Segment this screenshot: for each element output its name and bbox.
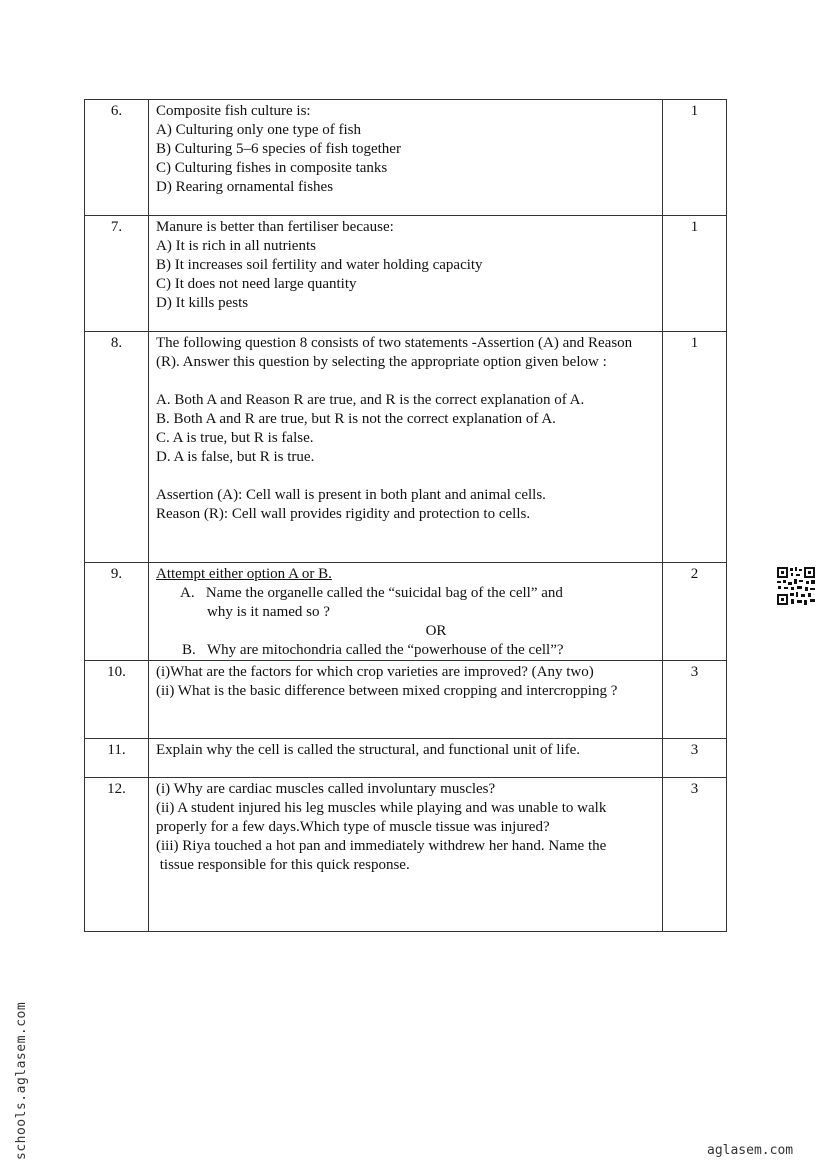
question-part-2: (ii) What is the basic difference between mixed cropping and intercropping ?: [156, 683, 618, 699]
option-a: [156, 584, 656, 603]
question-marks: 1: [663, 216, 727, 332]
question-part-2: (ii) A student injured his leg muscles while playing and was unable to walk properly for a few days.Which type of muscle tissue was injured?: [156, 800, 607, 835]
option-a: A) It is rich in all nutrients: [156, 238, 316, 254]
spacer: [156, 467, 656, 486]
option-d: D) Rearing ornamental fishes: [156, 179, 334, 195]
question-text: Composite fish culture is:: [156, 103, 311, 119]
option-c: C) Culturing fishes in composite tanks: [156, 160, 388, 176]
footer-watermark: aglasem.com: [707, 1143, 794, 1158]
question-row-10: [85, 661, 727, 739]
option-d: D) It kills pests: [156, 295, 249, 311]
question-marks: 2: [663, 563, 727, 661]
question-part-1: (i)What are the factors for which crop varieties are improved? (Any two): [156, 664, 594, 680]
option-a-continuation: why is it named so ?: [207, 604, 330, 620]
question-body: [149, 100, 663, 216]
question-number: 12.: [85, 778, 149, 932]
question-body: [149, 216, 663, 332]
question-row-12: [85, 778, 727, 932]
option-d: D. A is false, but R is true.: [156, 449, 315, 465]
reason-text: Reason (R): Cell wall provides rigidity and protection to cells.: [156, 506, 531, 522]
option-b-text: Why are mitochondria called the “powerhouse of the cell”?: [207, 642, 564, 658]
question-row-8: [85, 332, 727, 563]
question-intro: The following question 8 consists of two statements -Assertion (A) and Reason (R). Answer this question by selecting the appropriate option given below :: [156, 335, 633, 370]
question-row-9: [85, 563, 727, 661]
question-part-3-continuation: tissue responsible for this quick response.: [156, 857, 410, 873]
question-body: [149, 661, 663, 739]
side-watermark: schools.aglasem.com: [14, 1001, 29, 1160]
option-a-label: A.: [180, 585, 195, 601]
or-separator: OR: [425, 623, 447, 639]
questions-table: [84, 99, 727, 932]
question-body: [149, 739, 663, 778]
question-number: 9.: [85, 563, 149, 661]
qr-code-icon-graphic: [776, 566, 816, 606]
question-heading: Attempt either option A or B.: [156, 566, 332, 582]
qr-code-icon: [776, 566, 816, 606]
spacer: [156, 372, 656, 391]
option-a: A. Both A and Reason R are true, and R is the correct explanation of A.: [156, 392, 585, 408]
question-row-7: [85, 216, 727, 332]
option-b-label: B.: [182, 642, 196, 658]
question-body: [149, 563, 663, 661]
question-marks: 3: [663, 739, 727, 778]
question-marks: 1: [663, 332, 727, 563]
question-marks: 1: [663, 100, 727, 216]
question-text: Explain why the cell is called the structural, and functional unit of life.: [156, 742, 581, 758]
question-part-3: (iii) Riya touched a hot pan and immediately withdrew her hand. Name the: [156, 838, 607, 854]
option-b: B) Culturing 5–6 species of fish together: [156, 141, 401, 157]
question-number: 8.: [85, 332, 149, 563]
question-marks: 3: [663, 778, 727, 932]
option-c: C. A is true, but R is false.: [156, 430, 314, 446]
option-a: A) Culturing only one type of fish: [156, 122, 361, 138]
question-part-1: (i) Why are cardiac muscles called involuntary muscles?: [156, 781, 496, 797]
option-a-text: Name the organelle called the “suicidal bag of the cell” and: [205, 585, 563, 601]
question-number: 6.: [85, 100, 149, 216]
question-number: 7.: [85, 216, 149, 332]
assertion-text: Assertion (A): Cell wall is present in both plant and animal cells.: [156, 487, 546, 503]
option-b: B) It increases soil fertility and water holding capacity: [156, 257, 483, 273]
question-row-6: [85, 100, 727, 216]
option-b: [156, 641, 656, 660]
question-text: Manure is better than fertiliser because:: [156, 219, 394, 235]
question-number: 10.: [85, 661, 149, 739]
question-marks: 3: [663, 661, 727, 739]
question-body: [149, 778, 663, 932]
option-b: B. Both A and R are true, but R is not the correct explanation of A.: [156, 411, 556, 427]
option-c: C) It does not need large quantity: [156, 276, 357, 292]
question-row-11: [85, 739, 727, 778]
question-body: [149, 332, 663, 563]
question-number: 11.: [85, 739, 149, 778]
